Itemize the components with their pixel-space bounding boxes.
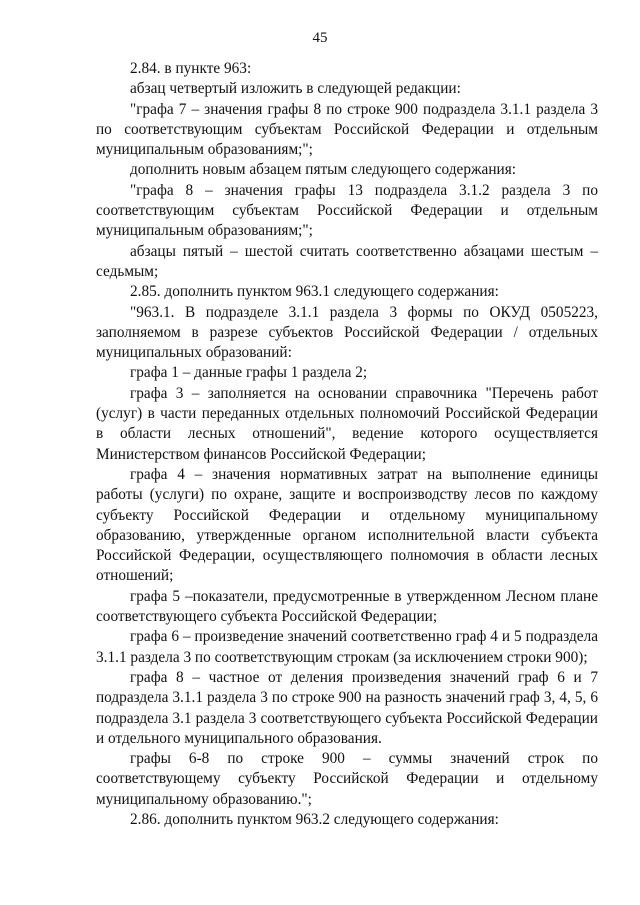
paragraph: дополнить новым абзацем пятым следующего содержания:: [130, 161, 517, 179]
paragraph: графа 4 – значения нормативных затрат на выполнение единицы работы (услуги) по охране, защите и воспроизводству лесов по каждому субъекту Российской Федерации и отдельному муниципальному образованию, утвержденные органом исполнительной власти субъекта Российской Федерации, осуществляющего полномочия в области лесных отношений;: [96, 465, 598, 585]
paragraph: графа 6 – произведение значений соответственно граф 4 и 5 подраздела 3.1.1 раздела 3 по соответствующим строкам (за исключением строки 900);: [96, 628, 598, 666]
paragraph: "графа 7 – значения графы 8 по строке 900 подраздела 3.1.1 раздела 3 по соответствующим субъектам Российской Федерации и отдельным муниципальным образованиям;";: [96, 100, 598, 159]
paragraph: "963.1. В подразделе 3.1.1 раздела 3 формы по ОКУД 0505223, заполняемом в разрезе субъектов Российской Федерации / отдельных муниципальных образований:: [96, 303, 598, 362]
paragraph: 2.86. дополнить пунктом 963.2 следующего содержания:: [130, 810, 499, 828]
paragraph: графа 8 – частное от деления произведения значений граф 6 и 7 подраздела 3.1.1 раздела 3 по строке 900 на разность значений граф 3, 4, 5, 6 подраздела 3.1 раздела 3 соответствующего субъекта Российской Федерации и отдельного муниципального образования.: [96, 668, 598, 747]
paragraph: абзац четвертый изложить в следующей редакции:: [130, 80, 461, 98]
paragraph: 2.84. в пункте 963:: [130, 60, 252, 77]
page-number: 45: [312, 30, 328, 46]
paragraph: графы 6-8 по строке 900 – суммы значений строк по соответствующему субъекту Российской Федерации и отдельному муниципальному образованию.";: [96, 750, 598, 808]
paragraph: 2.85. дополнить пунктом 963.1 следующего содержания:: [130, 283, 499, 301]
document-body: [96, 59, 598, 830]
paragraph: абзацы пятый – шестой считать соответственно абзацами шестым – седьмым;: [96, 242, 598, 280]
paragraph: графа 1 – данные графы 1 раздела 2;: [130, 364, 368, 382]
paragraph: графа 3 – заполняется на основании справочника "Перечень работ (услуг) в части переданных отдельных полномочий Российской Федерации в области лесных отношений", ведение которого осуществляется Министерством финансов Российской Федерации;: [96, 384, 598, 463]
paragraph: "графа 8 – значения графы 13 подраздела 3.1.2 раздела 3 по соответствующим субъектам Российской Федерации и отдельным муниципальным образованиям;";: [96, 181, 598, 240]
paragraph: графа 5 –показатели, предусмотренные в утвержденном Лесном плане соответствующего субъекта Российской Федерации;: [96, 587, 598, 626]
